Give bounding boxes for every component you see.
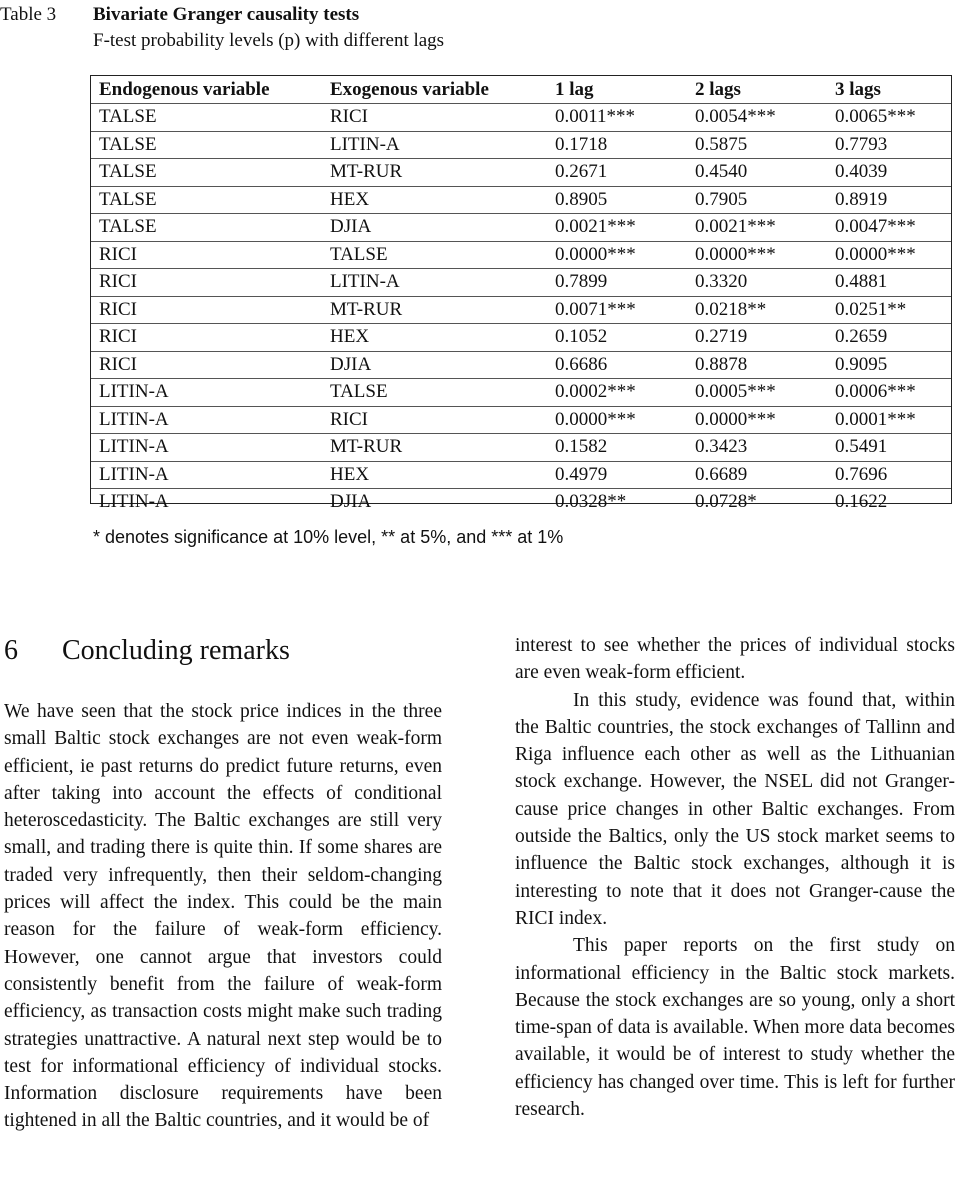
- table-row: [91, 186, 951, 214]
- header-2-lags: 2 lags: [695, 76, 835, 104]
- cell-endogenous: RICI: [91, 351, 330, 379]
- cell-1-lag: 0.0011***: [555, 104, 695, 132]
- left-text-column: [4, 698, 442, 1135]
- table-row: [91, 131, 951, 159]
- cell-exogenous: MT-RUR: [330, 434, 555, 462]
- cell-endogenous: RICI: [91, 269, 330, 297]
- cell-3-lags: 0.1622: [835, 491, 888, 513]
- cell-exogenous: RICI: [330, 406, 555, 434]
- cell-2-lags: 0.0054***: [695, 104, 835, 132]
- cell-2-lags: 0.0218**: [695, 296, 835, 324]
- cell-1-lag: 0.1582: [555, 434, 695, 462]
- cell-endogenous: LITIN-A: [91, 434, 330, 462]
- cell-2-lags: 0.4540: [695, 159, 835, 187]
- cell-1-lag: 0.1052: [555, 324, 695, 352]
- cell-exogenous: RICI: [330, 104, 555, 132]
- cell-3-lags: 0.4039: [835, 159, 951, 187]
- cell-endogenous: LITIN-A: [91, 379, 330, 407]
- cell-exogenous: HEX: [330, 461, 555, 489]
- cell-endogenous: LITIN-A: [91, 406, 330, 434]
- cell-2-lags: 0.6689: [695, 461, 835, 489]
- cell-2-lags: 0.0000***: [695, 241, 835, 269]
- cell-exogenous: TALSE: [330, 241, 555, 269]
- table-row: [91, 296, 951, 324]
- cell-endogenous: TALSE: [91, 186, 330, 214]
- header-exogenous: Exogenous variable: [330, 76, 555, 104]
- table-row: [91, 104, 951, 132]
- cell-1-lag: 0.6686: [555, 351, 695, 379]
- cell-exogenous: MT-RUR: [330, 296, 555, 324]
- cell-2-lags: 0.0728*: [695, 491, 757, 513]
- table-row: [91, 461, 951, 489]
- cell-1-lag: 0.0000***: [555, 241, 695, 269]
- cell-2-lags: 0.7905: [695, 186, 835, 214]
- granger-table-frame: [90, 75, 952, 513]
- cell-1-lag: 0.0000***: [555, 406, 695, 434]
- cell-3-lags: 0.7793: [835, 131, 951, 159]
- table-row: [91, 214, 951, 242]
- cell-1-lag: 0.2671: [555, 159, 695, 187]
- cell-3-lags: 0.4881: [835, 269, 951, 297]
- cell-3-lags: 0.9095: [835, 351, 951, 379]
- table-row: [91, 406, 951, 434]
- cell-1-lag: 0.1718: [555, 131, 695, 159]
- cell-exogenous: HEX: [330, 324, 555, 352]
- cell-exogenous: MT-RUR: [330, 159, 555, 187]
- cell-3-lags: 0.0000***: [835, 241, 951, 269]
- cell-3-lags: 0.0006***: [835, 379, 951, 407]
- table-subtitle: F-test probability levels (p) with different lags: [93, 30, 445, 51]
- header-3-lags: 3 lags: [835, 76, 951, 104]
- table-row: [91, 489, 951, 516]
- cell-2-lags: 0.8878: [695, 351, 835, 379]
- paragraph: This paper reports on the first study on informational efficiency in the Baltic stock markets. Because the stock exchanges are so young, only a short time-span of data is available. When more data becomes available, it would be of interest to study whether the efficiency has changed over time. This is left for further research.: [515, 935, 955, 1121]
- table-title: Bivariate Granger causality tests: [93, 4, 360, 25]
- cell-1-lag: 0.8905: [555, 186, 695, 214]
- cell-3-lags: 0.7696: [835, 461, 951, 489]
- table-row: [91, 269, 951, 297]
- cell-endogenous: LITIN-A: [99, 491, 169, 513]
- header-1-lag: 1 lag: [555, 76, 695, 104]
- table-row: [91, 159, 951, 187]
- table-row: [91, 379, 951, 407]
- table-label: Table 3: [0, 4, 57, 25]
- cell-endogenous: TALSE: [91, 214, 330, 242]
- cell-3-lags: 0.0047***: [835, 214, 951, 242]
- cell-endogenous: RICI: [91, 324, 330, 352]
- section-heading: [4, 634, 290, 668]
- cell-2-lags: 0.3320: [695, 269, 835, 297]
- cell-endogenous: LITIN-A: [91, 461, 330, 489]
- cell-3-lags: 0.2659: [835, 324, 951, 352]
- cell-1-lag: 0.0071***: [555, 296, 695, 324]
- cell-3-lags: 0.8919: [835, 186, 951, 214]
- table-row: [91, 241, 951, 269]
- granger-table: [91, 76, 951, 516]
- cell-3-lags: 0.0065***: [835, 104, 951, 132]
- cell-exogenous: LITIN-A: [330, 269, 555, 297]
- section-number: 6: [4, 635, 18, 666]
- cell-2-lags: 0.3423: [695, 434, 835, 462]
- cell-endogenous: RICI: [91, 241, 330, 269]
- cell-2-lags: 0.5875: [695, 131, 835, 159]
- section-title: Concluding remarks: [62, 635, 290, 666]
- cell-exogenous: DJIA: [330, 214, 555, 242]
- cell-exogenous: DJIA: [330, 491, 372, 513]
- cell-1-lag: 0.0328**: [555, 491, 627, 513]
- cell-endogenous: TALSE: [91, 131, 330, 159]
- header-endogenous: Endogenous variable: [91, 76, 330, 104]
- cell-exogenous: LITIN-A: [330, 131, 555, 159]
- table-row: [91, 351, 951, 379]
- cell-exogenous: TALSE: [330, 379, 555, 407]
- cell-exogenous: HEX: [330, 186, 555, 214]
- cell-endogenous: TALSE: [91, 159, 330, 187]
- table-body: [91, 104, 951, 516]
- cell-1-lag: 0.7899: [555, 269, 695, 297]
- cell-1-lag: 0.4979: [555, 461, 695, 489]
- table-row: [91, 434, 951, 462]
- paragraph: We have seen that the stock price indices in the three small Baltic stock exchanges are not even weak-form efficient, ie past returns do predict future returns, even after taking into account the effects of conditional heteroscedasticity. The Baltic exchanges are still very small, and trading there is quite thin. If some shares are traded very infrequently, then their seldom-changing prices will affect the index. This could be the main reason for the failure of weak-form efficiency. However, one cannot argue that investors could consistently benefit from the failure of weak-form efficiency, as transaction costs might make such trading strategies unattractive. A natural next step would be to test for informational efficiency of individual stocks. Information disclosure requirements have been tightened in all the Baltic countries, and it would be of: [4, 701, 442, 1132]
- paragraph: In this study, evidence was found that, within the Baltic countries, the stock exchanges of Tallinn and Riga influence each other as well as the Lithuanian stock exchange. However, the NSEL did not Granger-cause price changes in other Baltic exchanges. From outside the Baltics, only the US stock market seems to influence the Baltic stock exchanges, although it is interesting to note that it does not Granger-cause the RICI index.: [515, 689, 955, 929]
- cell-endogenous: TALSE: [91, 104, 330, 132]
- cell-3-lags: 0.0251**: [835, 296, 951, 324]
- cell-1-lag: 0.0002***: [555, 379, 695, 407]
- cell-1-lag: 0.0021***: [555, 214, 695, 242]
- cell-3-lags: 0.0001***: [835, 406, 951, 434]
- significance-footnote: * denotes significance at 10% level, ** at 5%, and *** at 1%: [93, 527, 564, 547]
- right-text-column: [515, 632, 955, 1123]
- cell-exogenous: DJIA: [330, 351, 555, 379]
- cell-3-lags: 0.5491: [835, 434, 951, 462]
- cell-endogenous: RICI: [91, 296, 330, 324]
- cell-2-lags: 0.2719: [695, 324, 835, 352]
- cell-2-lags: 0.0000***: [695, 406, 835, 434]
- cell-2-lags: 0.0005***: [695, 379, 835, 407]
- cell-2-lags: 0.0021***: [695, 214, 835, 242]
- table-row: [91, 324, 951, 352]
- table-header-row: [91, 76, 951, 104]
- paragraph: interest to see whether the prices of individual stocks are even weak-form efficient.: [515, 635, 955, 684]
